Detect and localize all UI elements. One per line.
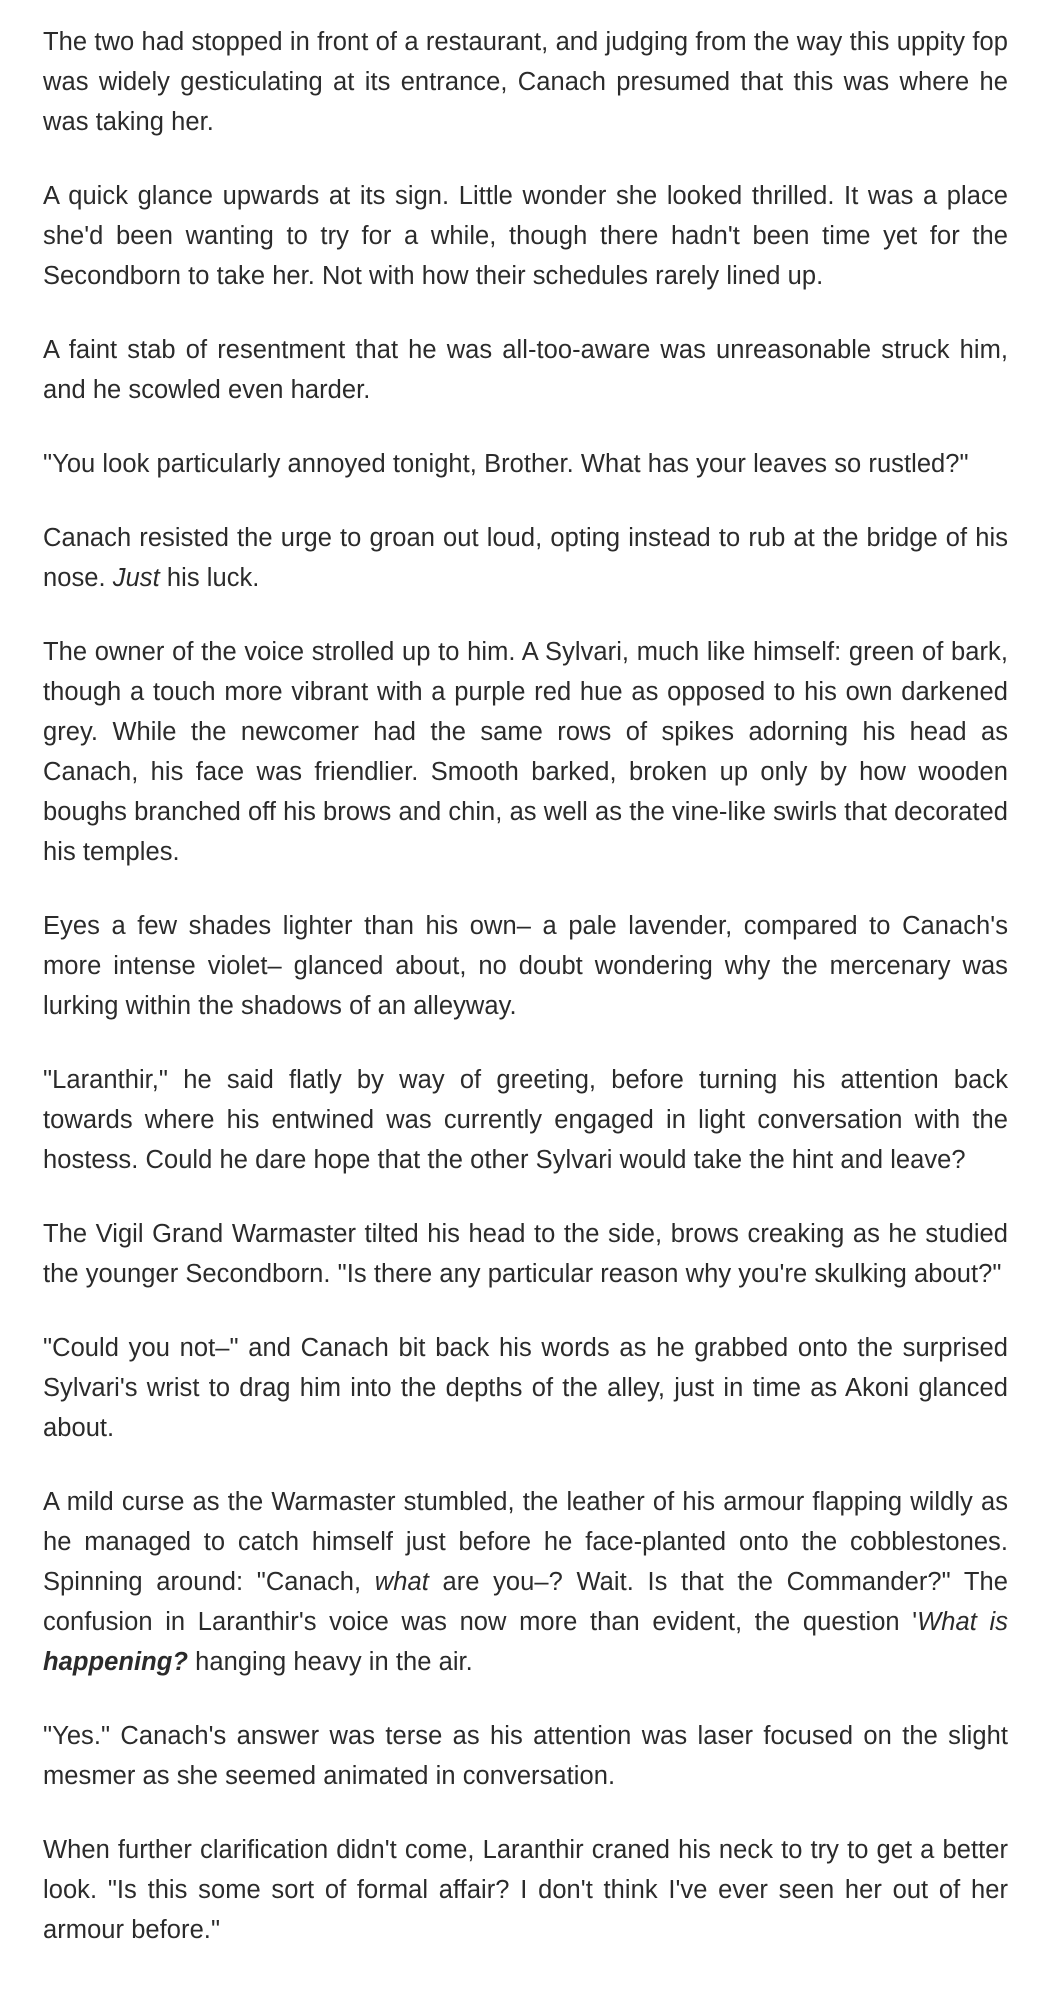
emphasis-text: What is (917, 1608, 1008, 1636)
text-run: are you–? Wait. Is that the Commander?" The confusion in Laranthir's voice was now more than evident, the question ' (43, 1568, 1008, 1636)
text-run: The Vigil Grand Warmaster tilted his head to the side, brows creaking as he studied the younger Secondborn. "Is there any particular reason why you're skulking about?" (43, 1220, 1008, 1288)
story-paragraph (43, 1328, 1008, 1448)
text-run: A mild curse as the Warmaster stumbled, the leather of his armour flapping wildly as he managed to catch himself just before he face-planted onto the cobblestones. Spinning around: "Canach, (43, 1488, 1008, 1596)
emphasis-text: what (374, 1568, 429, 1596)
strong-emphasis-text (43, 1648, 188, 1676)
strong-text: happening? (43, 1648, 188, 1676)
text-run: Canach resisted the urge to groan out loud, opting instead to rub at the bridge of his nose. (43, 524, 1008, 592)
emphasis-text: Just (112, 564, 160, 592)
story-paragraph (43, 1830, 1008, 1950)
text-run: "You look particularly annoyed tonight, Brother. What has your leaves so rustled?" (43, 450, 969, 478)
text-run: his luck. (159, 564, 260, 592)
story-paragraph (43, 22, 1008, 142)
text-run: A faint stab of resentment that he was all-too-aware was unreasonable struck him, and he scowled even harder. (43, 336, 1008, 404)
story-paragraph (43, 176, 1008, 296)
story-paragraph (43, 632, 1008, 872)
text-run: "Could you not–" and Canach bit back his words as he grabbed onto the surprised Sylvari's wrist to drag him into the depths of the alley, just in time as Akoni glanced about. (43, 1334, 1008, 1442)
story-paragraph (43, 906, 1008, 1026)
text-run: When further clarification didn't come, Laranthir craned his neck to try to get a better look. "Is this some sort of formal affair? I don't think I've ever seen her out of her armour before." (43, 1836, 1008, 1944)
text-run: A quick glance upwards at its sign. Little wonder she looked thrilled. It was a place she'd been wanting to try for a while, though there hadn't been time yet for the Secondborn to take her. Not with how their schedules rarely lined up. (43, 182, 1008, 290)
story-paragraph (43, 1716, 1008, 1796)
story-paragraph (43, 518, 1008, 598)
story-paragraph (43, 1060, 1008, 1180)
text-run: "Laranthir," he said flatly by way of greeting, before turning his attention back towards where his entwined was currently engaged in light conversation with the hostess. Could he dare hope that the other Sylvari would take the hint and leave? (43, 1066, 1008, 1174)
story-paragraph (43, 1214, 1008, 1294)
story-paragraph (43, 1482, 1008, 1682)
story-text (43, 22, 1008, 1950)
text-run: The two had stopped in front of a restaurant, and judging from the way this uppity fop was widely gesticulating at its entrance, Canach presumed that this was where he was taking her. (43, 28, 1008, 136)
text-run: Eyes a few shades lighter than his own– a pale lavender, compared to Canach's more intense violet– glanced about, no doubt wondering why the mercenary was lurking within the shadows of an alleyway. (43, 912, 1008, 1020)
text-run: hanging heavy in the air. (187, 1648, 473, 1676)
story-paragraph (43, 444, 1008, 484)
story-paragraph (43, 330, 1008, 410)
text-run: The owner of the voice strolled up to him. A Sylvari, much like himself: green of bark, though a touch more vibrant with a purple red hue as opposed to his own darkened grey. While the newcomer had the same rows of spikes adorning his head as Canach, his face was friendlier. Smooth barked, broken up only by how wooden boughs branched off his brows and chin, as well as the vine-like swirls that decorated his temples. (43, 638, 1008, 866)
text-run: "Yes." Canach's answer was terse as his attention was laser focused on the slight mesmer as she seemed animated in conversation. (43, 1722, 1008, 1790)
